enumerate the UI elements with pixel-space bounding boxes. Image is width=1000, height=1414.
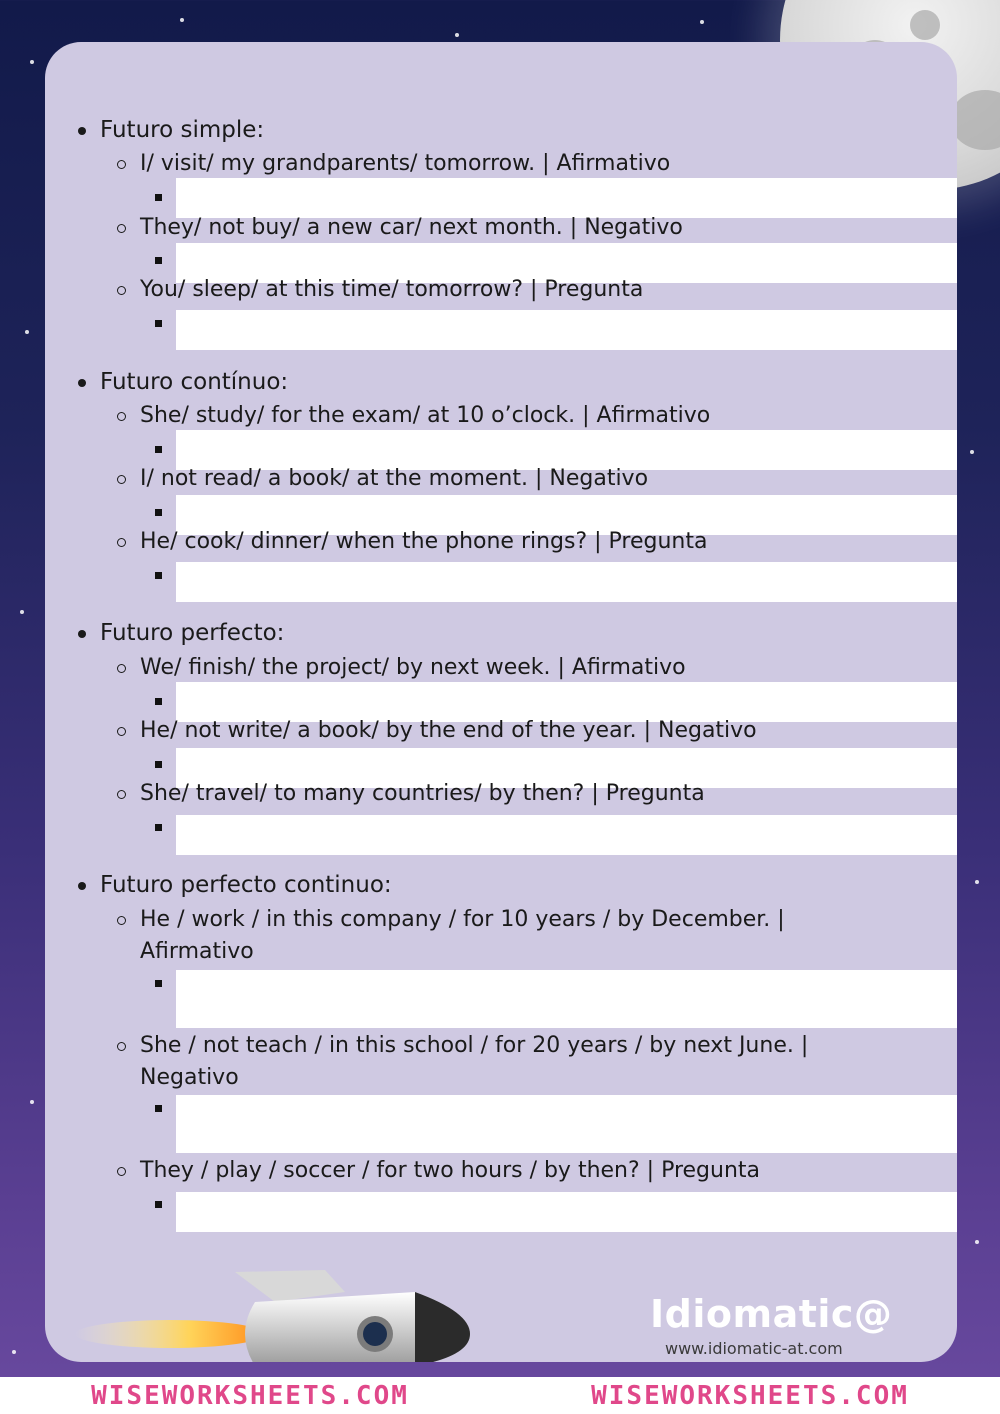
answer-bullet: [155, 698, 162, 705]
answer-field[interactable]: [176, 310, 957, 350]
exercise-prompt: They / play / soccer / for two hours / by then? | Pregunta: [140, 1155, 860, 1187]
exercise-prompt: I/ visit/ my grandparents/ tomorrow. | Afirmativo: [140, 148, 860, 180]
exercise-prompt: We/ finish/ the project/ by next week. | Afirmativo: [140, 652, 860, 684]
answer-field[interactable]: [176, 562, 957, 602]
logo-url: www.idiomatic-at.com: [665, 1339, 843, 1358]
answer-field[interactable]: [176, 1192, 957, 1232]
answer-bullet: [155, 257, 162, 264]
answer-field[interactable]: [176, 970, 957, 1028]
answer-bullet: [155, 824, 162, 831]
answer-bullet: [155, 761, 162, 768]
answer-bullet: [155, 1105, 162, 1112]
section-heading: Futuro perfecto continuo:: [100, 872, 392, 898]
answer-bullet: [155, 980, 162, 987]
answer-bullet: [155, 1201, 162, 1208]
exercise-prompt: He/ not write/ a book/ by the end of the year. | Negativo: [140, 715, 860, 747]
answer-bullet: [155, 194, 162, 201]
worksheet-card: [45, 42, 957, 1362]
section-heading: Futuro perfecto:: [100, 620, 285, 646]
answer-field[interactable]: [176, 815, 957, 855]
watermark-text: WISEWORKSHEETS.COM: [591, 1380, 909, 1411]
exercise-prompt: She/ study/ for the exam/ at 10 o’clock. | Afirmativo: [140, 400, 860, 432]
exercise-prompt: They/ not buy/ a new car/ next month. | Negativo: [140, 212, 860, 244]
footer-watermark-bar: [0, 1377, 1000, 1414]
answer-bullet: [155, 320, 162, 327]
answer-bullet: [155, 572, 162, 579]
answer-bullet: [155, 446, 162, 453]
exercise-prompt: She/ travel/ to many countries/ by then? | Pregunta: [140, 778, 860, 810]
exercise-prompt: I/ not read/ a book/ at the moment. | Negativo: [140, 463, 860, 495]
section-heading: Futuro simple:: [100, 117, 265, 143]
exercise-prompt: He/ cook/ dinner/ when the phone rings? | Pregunta: [140, 526, 860, 558]
exercise-prompt: You/ sleep/ at this time/ tomorrow? | Pregunta: [140, 274, 860, 306]
rocket-illustration: [75, 1262, 495, 1362]
exercise-prompt: She / not teach / in this school / for 20 years / by next June. | Negativo: [140, 1030, 860, 1094]
watermark-text: WISEWORKSHEETS.COM: [91, 1380, 409, 1411]
section-heading: Futuro contínuo:: [100, 369, 289, 395]
answer-field[interactable]: [176, 1095, 957, 1153]
answer-bullet: [155, 509, 162, 516]
idiomatica-logo: Idiomatic@: [650, 1292, 893, 1336]
exercise-prompt: He / work / in this company / for 10 years / by December. | Afirmativo: [140, 904, 860, 968]
